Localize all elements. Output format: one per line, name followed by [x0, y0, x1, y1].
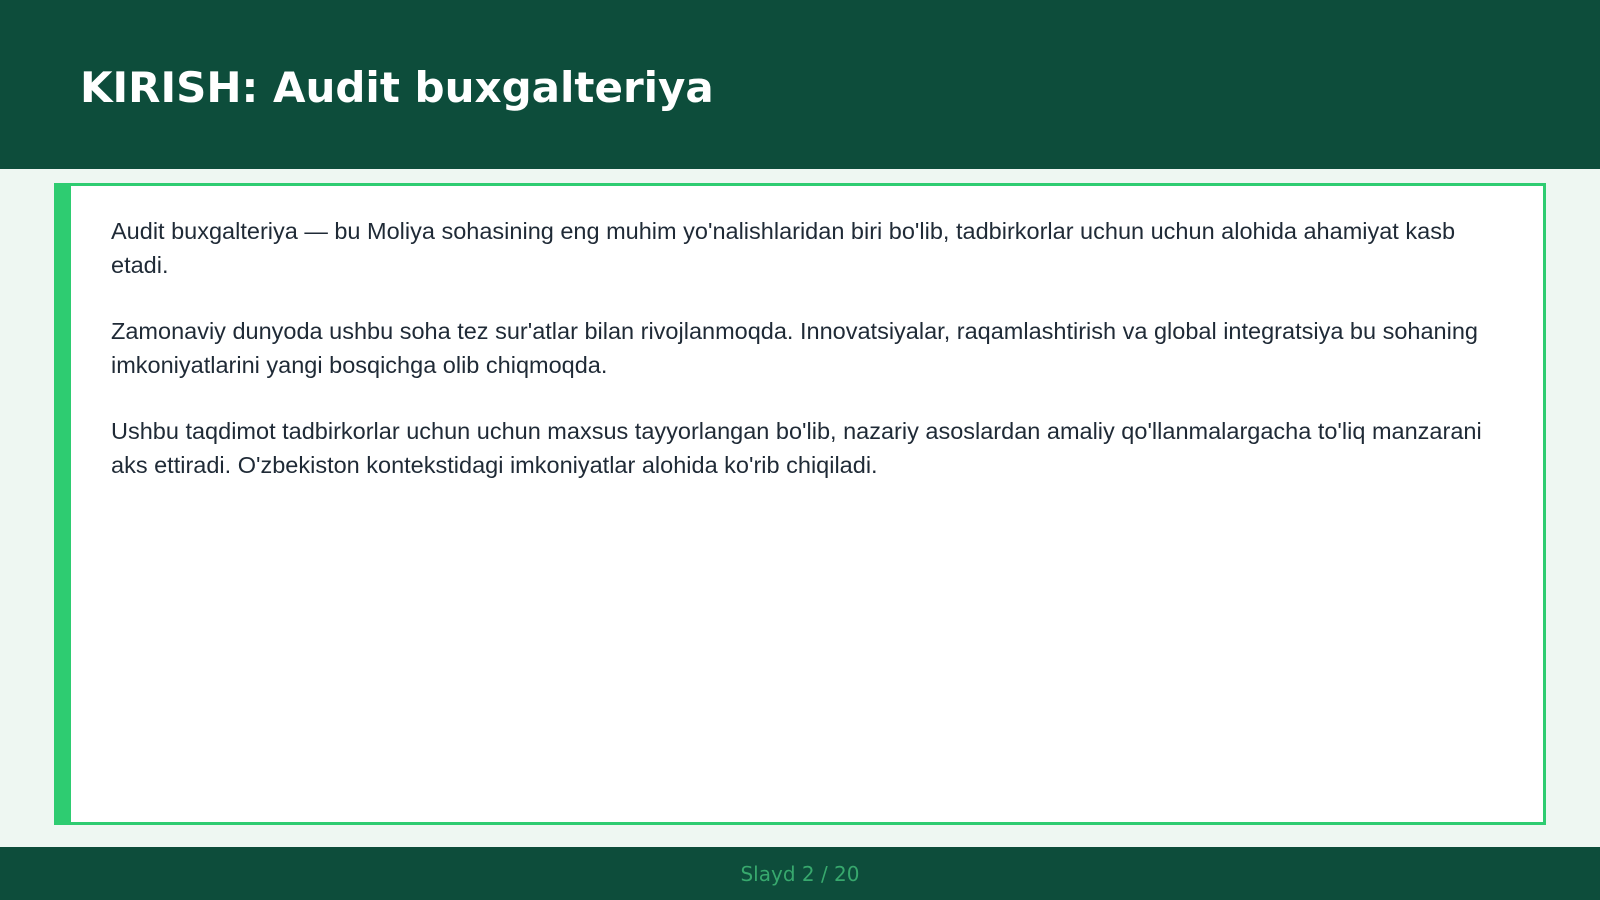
slide-title: KIRISH: Audit buxgalteriya	[80, 63, 714, 112]
paragraph-1: Audit buxgalteriya — bu Moliya sohasining eng muhim yo'nalishlaridan biri bo'lib, tadbirkorlar uchun uchun alohida ahamiyat kasb etadi.	[111, 218, 1456, 278]
content-card	[54, 183, 1546, 825]
slide-header	[0, 0, 1600, 169]
paragraph-3: Ushbu taqdimot tadbirkorlar uchun uchun maxsus tayyorlangan bo'lib, nazariy asoslardan amaliy qo'llanmalargacha to'liq manzarani aks ettiradi. O'zbekiston kontekstidagi imkoniyatlar alohida ko'rib chiqiladi.	[111, 418, 1482, 478]
slide-footer	[0, 847, 1600, 900]
slide-number: Slayd 2 / 20	[740, 862, 860, 886]
content-body	[111, 214, 1483, 514]
paragraph-2: Zamonaviy dunyoda ushbu soha tez sur'atlar bilan rivojlanmoqda. Innovatsiyalar, raqamlashtirish va global integratsiya bu sohaning imkoniyatlarini yangi bosqichga olib chiqmoqda.	[111, 318, 1478, 378]
